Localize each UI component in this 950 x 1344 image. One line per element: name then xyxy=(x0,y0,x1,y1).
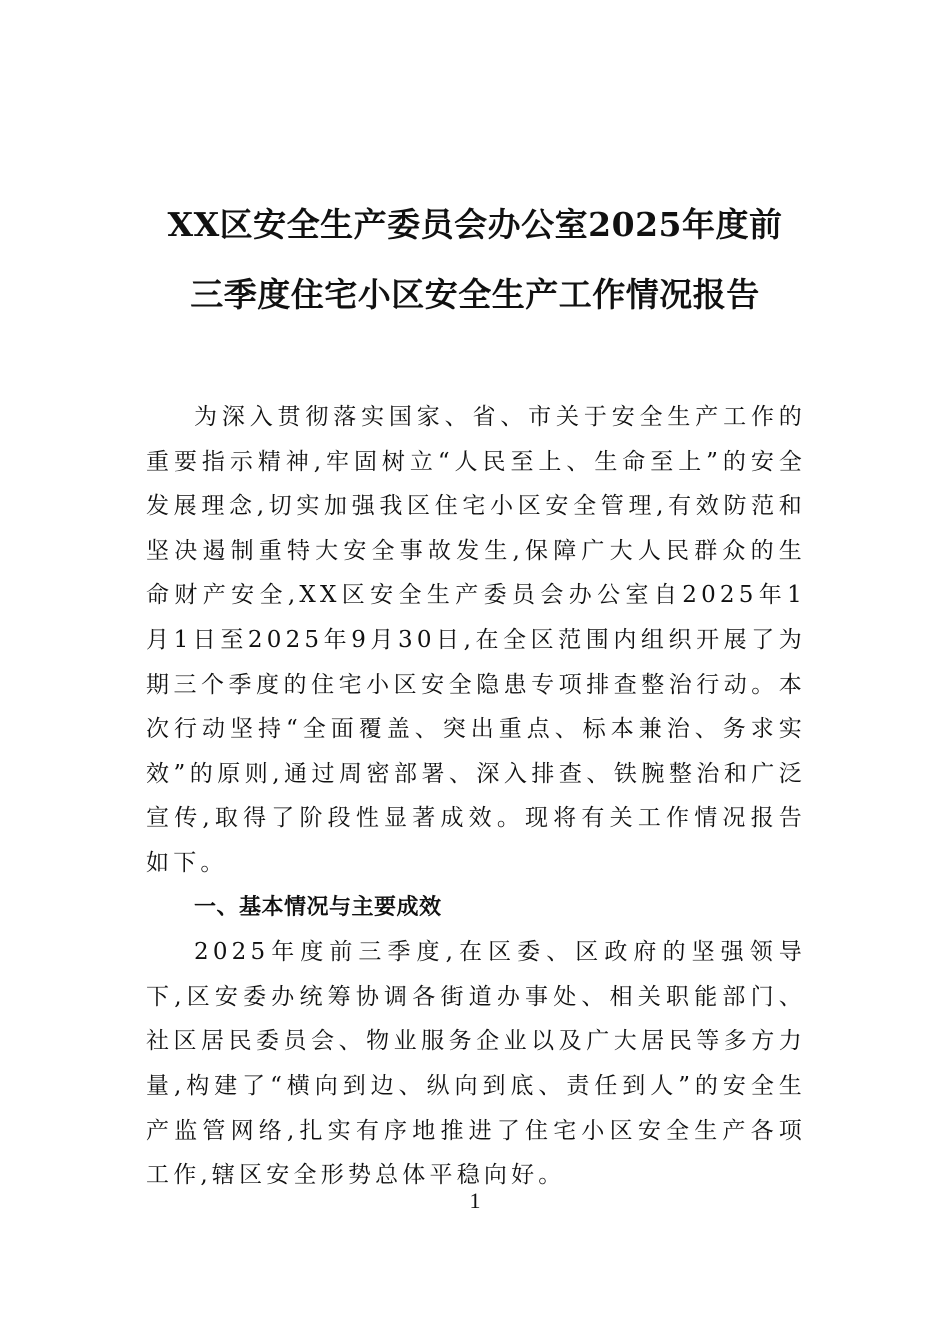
document-body xyxy=(146,395,806,1198)
intro-paragraph: 为深入贯彻落实国家、省、市关于安全生产工作的重要指示精神,牢固树立“人民至上、生命至上”的安全发展理念,切实加强我区住宅小区安全管理,有效防范和坚决遏制重特大安全事故发生,保障广大人民群众的生命财产安全,XX区安全生产委员会办公室自2025年1月1日至2025年9月30日,在全区范围内组织开展了为期三个季度的住宅小区安全隐患专项排查整治行动。本次行动坚持“全面覆盖、突出重点、标本兼治、务求实效”的原则,通过周密部署、深入排查、铁腕整治和广泛宣传,取得了阶段性显著成效。现将有关工作情况报告如下。 xyxy=(146,404,806,876)
section-heading-1: 一、基本情况与主要成效 xyxy=(194,894,442,920)
page-number: 1 xyxy=(469,1188,481,1213)
title-line-2: 三季度住宅小区安全生产工作情况报告 xyxy=(190,275,760,314)
section-1-paragraph: 2025年度前三季度,在区委、区政府的坚强领导下,区安委办统筹协调各街道办事处、相关职能部门、社区居民委员会、物业服务企业以及广大居民等多方力量,构建了“横向到边、纵向到底、责任到人”的安全生产监管网络,扎实有序地推进了住宅小区安全生产各项工作,辖区安全形势总体平稳向好。 xyxy=(146,939,806,1189)
document-title xyxy=(100,190,850,330)
title-line-1: XX区安全生产委员会办公室2025年度前 xyxy=(167,205,783,244)
